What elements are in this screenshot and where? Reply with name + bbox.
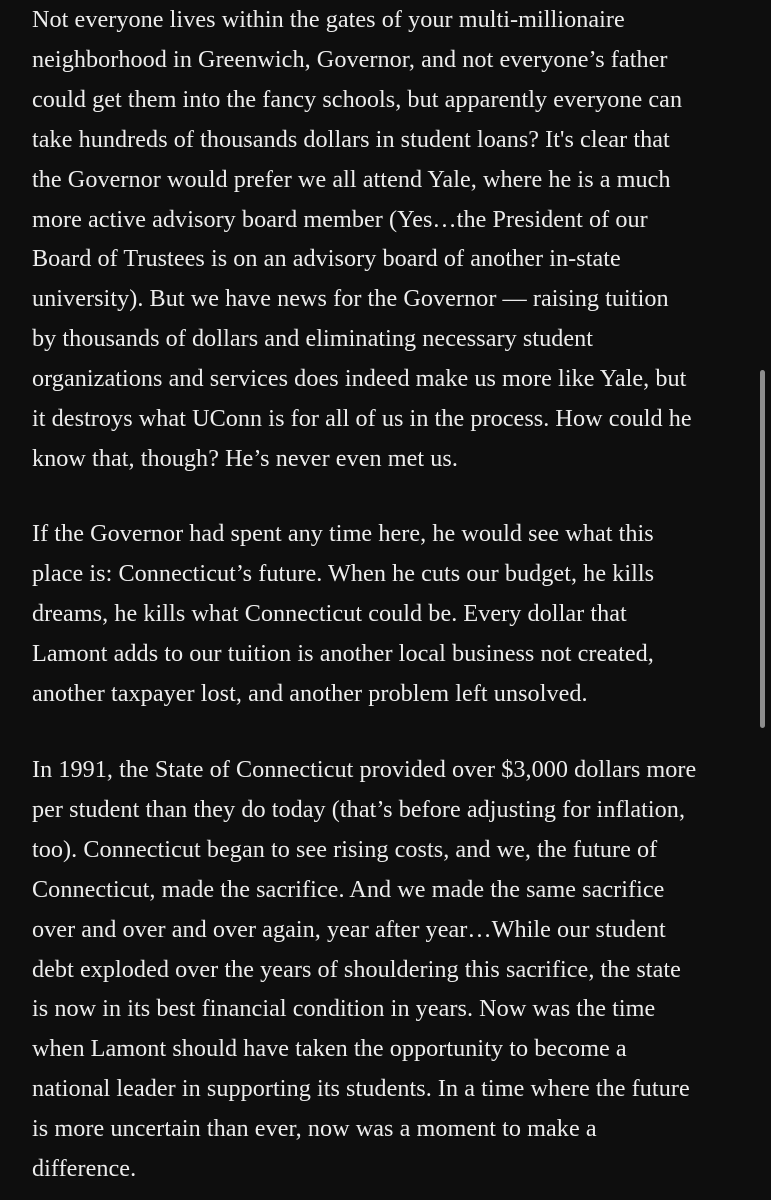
text-line: Connecticut, made the sacrifice. And we made the same sacrifice	[32, 875, 665, 903]
text-line: place is: Connecticut’s future. When he cuts our budget, he kills	[32, 559, 655, 587]
text-line: dreams, he kills what Connecticut could be. Every dollar that	[32, 599, 627, 627]
text-line: could get them into the fancy schools, but apparently everyone can	[32, 85, 683, 113]
text-line: take hundreds of thousands dollars in student loans? It's clear that	[32, 125, 670, 153]
text-line: university). But we have news for the Governor — raising tuition	[32, 285, 669, 313]
text-line: national leader in supporting its students. In a time where the future	[32, 1075, 690, 1103]
text-line: know that, though? He’s never even met us.	[32, 444, 458, 472]
text-line: it destroys what UConn is for all of us in the process. How could he	[32, 405, 692, 433]
scrollbar-thumb[interactable]	[760, 370, 765, 728]
text-line: is more uncertain than ever, now was a moment to make a	[32, 1115, 597, 1143]
text-line: another taxpayer lost, and another problem left unsolved.	[32, 679, 588, 707]
paragraph-1	[32, 0, 692, 479]
text-line: In 1991, the State of Connecticut provided over $3,000 dollars more	[32, 756, 697, 783]
text-line: more active advisory board member (Yes…the President of our	[32, 205, 648, 233]
text-line: the Governor would prefer we all attend Yale, where he is a much	[32, 165, 671, 193]
text-line: Lamont adds to our tuition is another local business not created,	[32, 639, 654, 667]
text-line: Board of Trustees is on an advisory board of another in-state	[32, 245, 621, 273]
text-line: by thousands of dollars and eliminating necessary student	[32, 325, 594, 353]
text-line: organizations and services does indeed make us more like Yale, but	[32, 365, 687, 393]
text-line: per student than they do today (that’s before adjusting for inflation,	[32, 795, 686, 823]
text-line: is now in its best financial condition in years. Now was the time	[32, 995, 656, 1023]
paragraph-3	[32, 750, 696, 1189]
text-line: difference.	[32, 1155, 137, 1183]
text-line: If the Governor had spent any time here, he would see what this	[32, 520, 654, 547]
text-line: over and over and over again, year after year…While our student	[32, 915, 666, 943]
paragraph-2	[32, 514, 654, 714]
text-line: debt exploded over the years of shouldering this sacrifice, the state	[32, 955, 681, 983]
text-line: Not everyone lives within the gates of your multi-millionaire	[32, 6, 625, 33]
text-line: too). Connecticut began to see rising costs, and we, the future of	[32, 835, 658, 863]
text-line: neighborhood in Greenwich, Governor, and not everyone’s father	[32, 45, 668, 73]
text-line: when Lamont should have taken the opportunity to become a	[32, 1035, 627, 1063]
